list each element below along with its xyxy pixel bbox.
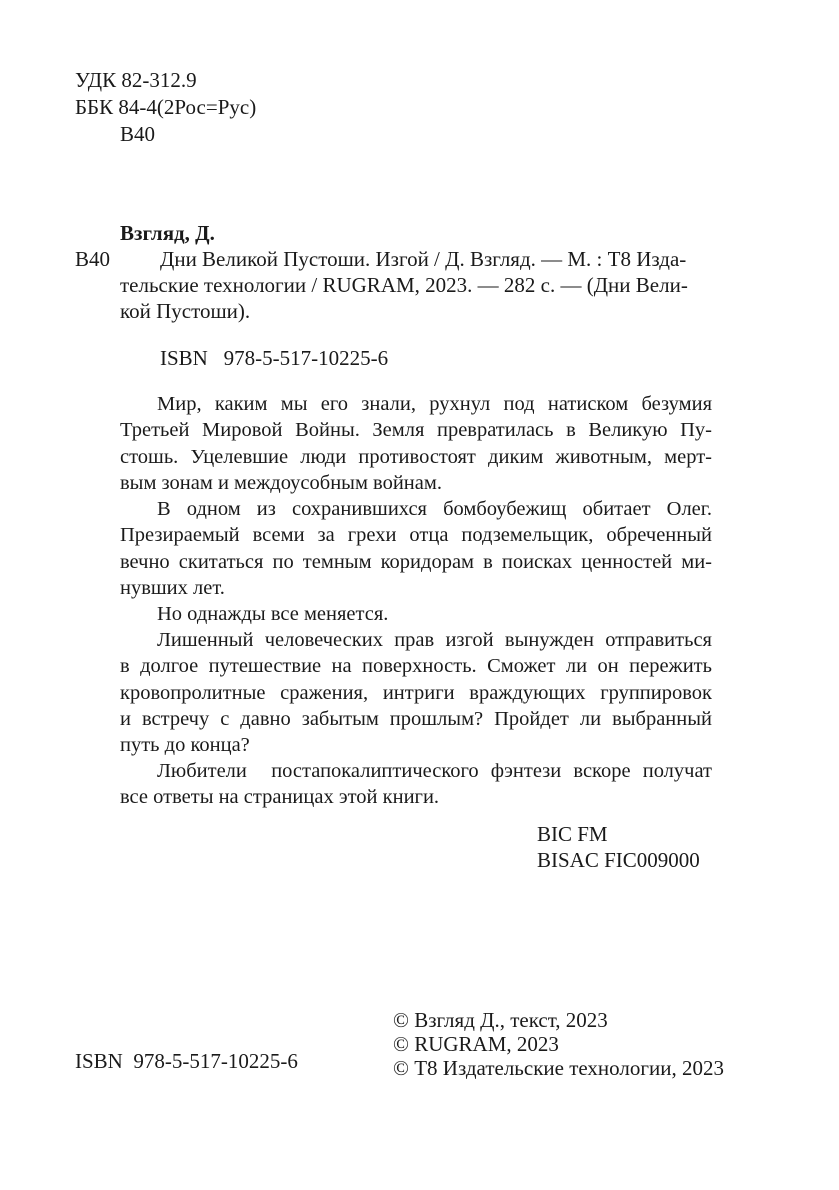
annotation-paragraph	[120, 496, 712, 601]
annotation-line: путь до конца?	[120, 734, 250, 757]
annotation-line: В одном из сохранившихся бомбоубежищ обитает Олег.	[157, 498, 712, 520]
annotation-line: кровопролитные сражения, интриги враждующих группировок	[120, 681, 712, 704]
copyright-line: © Т8 Издательские технологии, 2023	[393, 1056, 724, 1080]
annotation-line: в долгое путешествие на поверхность. Сможет ли он пережить	[120, 655, 712, 678]
bic-code: BIC FM	[537, 822, 608, 846]
annotation-line: Мир, каким мы его знали, рухнул под натиском безумия	[157, 393, 712, 415]
bib-author-mark: В40	[75, 247, 111, 271]
annotation-paragraph	[120, 627, 712, 758]
bib-line: тельские технологии / RUGRAM, 2023. — 282 с. — (Дни Вели-	[120, 273, 688, 297]
annotation-line: нувших лет.	[120, 576, 225, 599]
author-name: Взгляд, Д.	[120, 221, 215, 245]
udk-code: УДК 82-312.9	[75, 68, 197, 92]
annotation-line: вым зонам и междоусобным войнам.	[120, 471, 442, 494]
copyright-line: © RUGRAM, 2023	[393, 1032, 559, 1056]
bisac-code: BISAC FIC009000	[537, 848, 700, 872]
copyright-line: © Взгляд Д., текст, 2023	[393, 1008, 608, 1032]
annotation-paragraph	[120, 758, 712, 811]
annotation-line: вечно скитаться по темным коридорам в поисках ценностей ми-	[120, 550, 712, 573]
annotation-line: Третьей Мировой Войны. Земля превратилась в Великую Пу-	[120, 419, 712, 442]
annotation-line: стошь. Уцелевшие люди противостоят диким животным, мерт-	[120, 445, 712, 468]
bib-line: Дни Великой Пустоши. Изгой / Д. Взгляд. — М. : Т8 Изда-	[160, 247, 687, 271]
annotation-line: Но однажды все меняется.	[157, 603, 389, 625]
isbn-record: ISBN 978-5-517-10225-6	[160, 346, 389, 370]
author-mark: В40	[120, 122, 156, 146]
annotation-paragraph	[120, 391, 712, 496]
bib-line: кой Пустоши).	[120, 299, 251, 323]
annotation-line: все ответы на страницах этой книги.	[120, 786, 440, 809]
annotation-line: Презираемый всеми за грехи отца подземельщик, обреченный	[120, 524, 712, 547]
bbk-code: ББК 84-4(2Рос=Рус)	[75, 95, 257, 119]
annotation-line: и встречу с давно забытым прошлым? Пройдет ли выбранный	[120, 707, 712, 730]
footer-isbn: ISBN 978-5-517-10225-6	[75, 1049, 298, 1073]
annotation-line: Лишенный человеческих прав изгой вынужден отправиться	[157, 629, 712, 651]
annotation-line: Любители постапокалиптического фэнтези вскоре получат	[157, 760, 712, 782]
annotation-paragraph	[120, 601, 712, 627]
